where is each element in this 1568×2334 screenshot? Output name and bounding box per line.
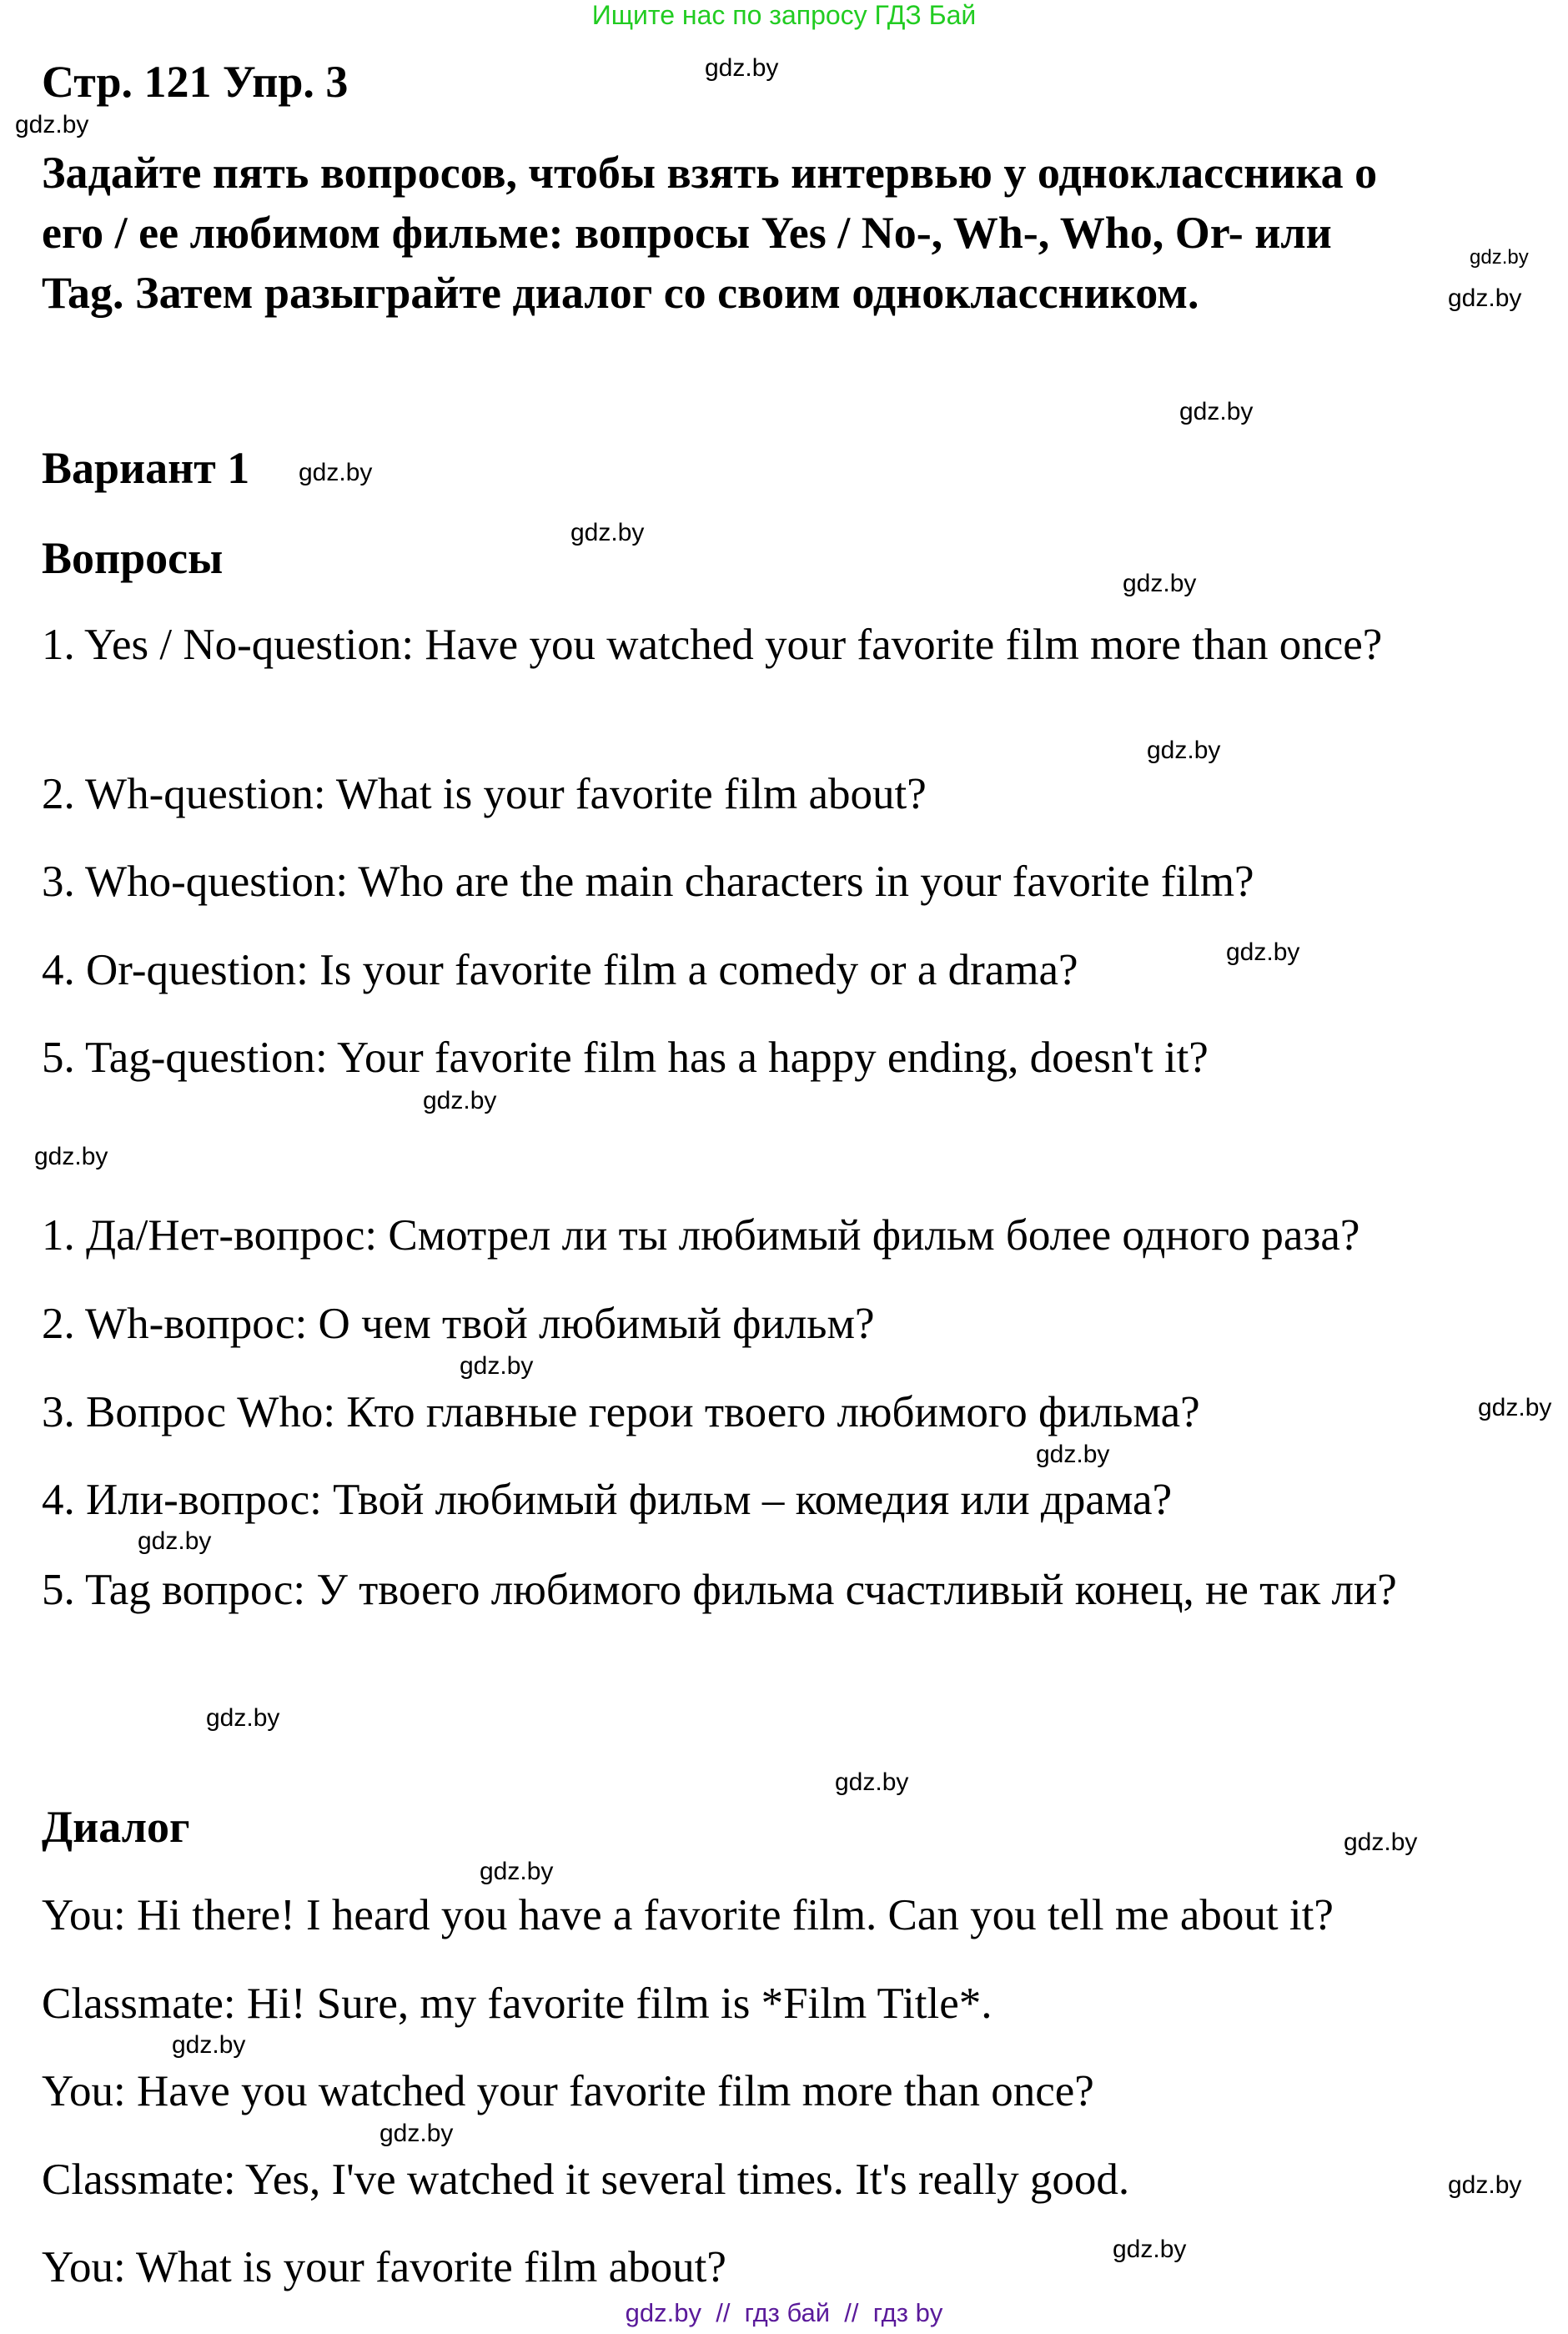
question-ru-3: 3. Вопрос Who: Кто главные герои твоего любимого фильма? [42, 1388, 1200, 1436]
watermark: gdz.by [480, 1858, 554, 1885]
question-ru-2: 2. Wh-вопрос: О чем твой любимый фильм? [42, 1300, 875, 1348]
watermark: gdz.by [570, 519, 645, 546]
watermark: gdz.by [1478, 1394, 1552, 1421]
dialog-line: Classmate: Yes, I've watched it several times. It's really good. [42, 2155, 1130, 2204]
watermark: gdz.by [423, 1087, 497, 1114]
watermark: gdz.by [1226, 938, 1300, 966]
page-title: Стр. 121 Упр. 3 [42, 57, 349, 107]
question-ru-4: 4. Или-вопрос: Твой любимый фильм – комедия или драма? [42, 1476, 1173, 1524]
watermark: gdz.by [1470, 246, 1529, 269]
watermark: gdz.by [835, 1768, 909, 1796]
watermark: gdz.by [1113, 2236, 1187, 2263]
task-line: его / ее любимом фильме: вопросы Yes / No-, Wh-, Who, Or- или [42, 208, 1332, 258]
dialog-line: You: Have you watched your favorite film more than once? [42, 2067, 1094, 2115]
question-en-2: 2. Wh-question: What is your favorite film about? [42, 770, 927, 818]
dialog-line: You: What is your favorite film about? [42, 2243, 726, 2291]
question-en-3: 3. Who-question: Who are the main characters in your favorite film? [42, 858, 1254, 906]
search-banner: Ищите нас по запросу ГДЗ Бай [591, 0, 977, 30]
watermark: gdz.by [460, 1352, 534, 1380]
footer-links[interactable]: gdz.by // гдз бай // гдз by [625, 2298, 943, 2327]
watermark: gdz.by [1123, 570, 1197, 597]
watermark: gdz.by [379, 2120, 454, 2147]
questions-heading: Вопросы [42, 533, 224, 583]
watermark: gdz.by [1448, 284, 1522, 312]
watermark: gdz.by [172, 2031, 246, 2059]
watermark: gdz.by [299, 459, 373, 486]
watermark: gdz.by [15, 111, 89, 138]
watermark: gdz.by [1344, 1828, 1418, 1856]
watermark: gdz.by [206, 1704, 280, 1732]
watermark: gdz.by [34, 1143, 108, 1170]
dialog-heading: Диалог [42, 1802, 190, 1852]
watermark: gdz.by [138, 1527, 212, 1555]
question-en-5: 5. Tag-question: Your favorite film has a happy ending, doesn't it? [42, 1034, 1209, 1082]
task-line: Задайте пять вопросов, чтобы взять интервью у одноклассника о [42, 148, 1378, 198]
question-en-1: 1. Yes / No-question: Have you watched your favorite film more than once? [42, 621, 1383, 669]
watermark: gdz.by [1179, 398, 1254, 425]
question-en-4: 4. Or-question: Is your favorite film a comedy or a drama? [42, 946, 1078, 994]
watermark: gdz.by [705, 54, 779, 82]
dialog-line: You: Hi there! I heard you have a favorite film. Can you tell me about it? [42, 1891, 1334, 1939]
question-ru-5: 5. Tag вопрос: У твоего любимого фильма счастливый конец, не так ли? [42, 1566, 1397, 1614]
watermark: gdz.by [1036, 1441, 1110, 1468]
task-line: Tag. Затем разыграйте диалог со своим одноклассником. [42, 268, 1199, 318]
question-ru-1: 1. Да/Нет-вопрос: Смотрел ли ты любимый фильм более одного раза? [42, 1211, 1360, 1260]
watermark: gdz.by [1448, 2171, 1522, 2199]
variant-heading: Вариант 1 [42, 443, 250, 493]
dialog-line: Classmate: Hi! Sure, my favorite film is *Film Title*. [42, 1979, 993, 2028]
watermark: gdz.by [1147, 737, 1221, 764]
